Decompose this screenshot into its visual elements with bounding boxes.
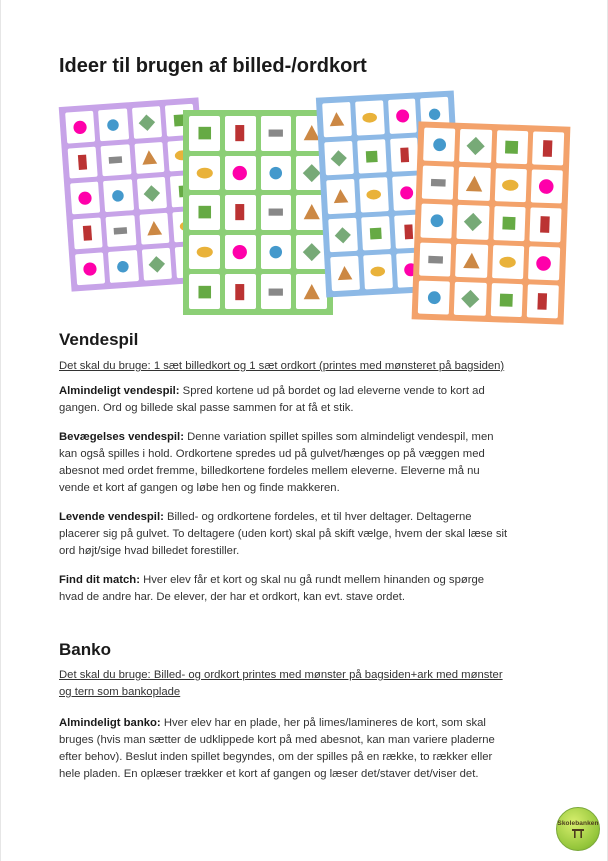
term-label: Bevægelses vendespil: <box>59 431 184 443</box>
picture-card-cell <box>455 243 487 277</box>
picture-card-cell <box>359 177 388 212</box>
paragraph-text: bruges (hvis man sætter de udklippede kort på med abesnot, kan man variere pladerne <box>59 734 495 746</box>
picture-card-cell <box>493 206 525 240</box>
paragraph-text: Denne variation spillet spilles som almindeligt vendespil, men <box>187 431 494 443</box>
section-heading-vendespil: Vendespil <box>59 330 139 349</box>
picture-card-cell <box>261 156 292 191</box>
paragraph-find-dit-match <box>59 572 559 606</box>
paragraph-levende-vendespil <box>59 509 559 560</box>
picture-card-cell <box>261 116 292 151</box>
picture-card-cell <box>418 280 450 314</box>
picture-card-cell <box>532 131 564 165</box>
picture-card-cell <box>529 208 561 242</box>
picture-card-cell <box>189 195 220 230</box>
picture-card-cell <box>496 130 528 164</box>
term-label: Almindeligt banko: <box>59 717 161 729</box>
picture-card-cell <box>134 142 164 174</box>
picture-card-cell <box>328 218 357 253</box>
page-title: Ideer til brugen af billed-/ordkort <box>59 55 367 77</box>
paragraph-bevaegelses-vendespil <box>59 429 559 497</box>
picture-card-cell <box>322 102 351 137</box>
picture-card-cell <box>355 100 384 135</box>
picture-card-cell <box>189 156 220 191</box>
term-label: Levende vendespil: <box>59 511 164 523</box>
paragraph-almindeligt-vendespil <box>59 383 559 417</box>
picture-card-cell <box>70 182 100 214</box>
paragraph-text: kan også spilles i hold. Ordkortene spredes ud på gulvet/hænges op på væggen med <box>59 448 485 460</box>
orange-picture-card-sheet <box>412 121 571 324</box>
section-heading-banko: Banko <box>59 640 111 659</box>
picture-card-cell <box>423 128 455 162</box>
picture-card-cell <box>357 139 386 174</box>
picture-card-cell <box>225 195 256 230</box>
picture-card-cell <box>526 284 558 318</box>
paragraph-text: vende et kort af gangen og løbe hen og finde makkeren. <box>59 482 340 494</box>
picture-card-cell <box>296 274 327 309</box>
picture-card-cell <box>261 274 292 309</box>
picture-card-cell <box>65 111 95 143</box>
picture-card-cell <box>261 235 292 270</box>
picture-card-cell <box>75 253 105 286</box>
paragraph-text: placerer sig på gulvet. To deltagere (uden kort) skal på skift vælge, hvem der skal læse sit <box>59 528 508 540</box>
picture-card-cell <box>490 283 522 317</box>
picture-card-cell <box>457 205 489 239</box>
picture-card-cell <box>189 116 220 151</box>
picture-card-cell <box>189 274 220 309</box>
picture-card-cell <box>189 235 220 270</box>
picture-card-cell <box>390 137 419 172</box>
logo-text: Skolebanken <box>557 819 599 827</box>
picture-card-cell <box>528 246 560 280</box>
picture-card-cell <box>492 245 524 279</box>
paragraph-text: Hver elev har en plade, her på limes/lamineres de kort, som skal <box>163 717 486 729</box>
picture-card-cell <box>225 274 256 309</box>
picture-card-cell <box>330 256 359 291</box>
green-picture-card-sheet <box>183 110 333 315</box>
vendespil-requirement: Det skal du bruge: 1 sæt billedkort og 1 sæt ordkort (printes med mønsteret på bagsiden) <box>59 360 505 372</box>
picture-card-cell <box>136 177 166 209</box>
paragraph-text: Billed- og ordkortene fordeles, et til hver deltager. Deltagerne <box>166 511 472 523</box>
card-collage-image <box>59 88 573 323</box>
paragraph-text: hvad de andre har. De elever, der har et ordkort, kan evt. stave ordet. <box>59 591 406 603</box>
logo-table-icon <box>571 827 585 839</box>
paragraph-text: Hver elev får et kort og skal nu gå rundt mellem hinanden og spørge <box>143 574 485 586</box>
picture-card-cell <box>324 141 353 176</box>
term-label: Find dit match: <box>59 574 140 586</box>
picture-card-cell <box>108 250 138 283</box>
picture-card-cell <box>73 217 103 250</box>
skolebanken-logo <box>556 807 600 851</box>
picture-card-cell <box>326 179 355 214</box>
requirement-line: Det skal du bruge: Billed- og ordkort printes med mønster på bagsiden+ark med mønster <box>59 669 503 681</box>
picture-card-cell <box>419 242 451 276</box>
picture-card-cell <box>98 108 128 140</box>
picture-card-cell <box>225 156 256 191</box>
paragraph-almindeligt-banko <box>59 715 559 783</box>
paragraph-text: efter behov). Beslut inden spillet begyndes, om der spilles på en række, to rækker eller <box>59 751 493 763</box>
picture-card-cell <box>361 216 390 251</box>
picture-card-cell <box>141 248 171 281</box>
picture-card-cell <box>530 170 562 204</box>
picture-card-cell <box>363 254 392 289</box>
picture-card-cell <box>68 146 98 178</box>
picture-card-cell <box>139 213 169 246</box>
picture-card-cell <box>225 235 256 270</box>
term-label: Almindeligt vendespil: <box>59 385 180 397</box>
paragraph-text: ord højt/sige hvad billedet forestiller. <box>59 545 240 557</box>
picture-card-cell <box>454 282 486 316</box>
picture-card-cell <box>131 106 161 138</box>
picture-card-cell <box>420 204 452 238</box>
picture-card-cell <box>494 168 526 202</box>
picture-card-cell <box>261 195 292 230</box>
picture-card-cell <box>106 215 136 248</box>
picture-card-cell <box>459 129 491 163</box>
picture-card-cell <box>458 167 490 201</box>
picture-card-cell <box>422 166 454 200</box>
picture-card-cell <box>225 116 256 151</box>
paragraph-text: gangen. Ord og billede skal passe sammen for at få et stik. <box>59 402 354 414</box>
paragraph-text: Spred kortene ud på bordet og lad eleverne vende to kort ad <box>182 385 485 397</box>
requirement-line: og tern som bankoplade <box>59 686 181 698</box>
paragraph-text: hele pladen. En oplæser trækker et kort af gangen og læser det/staver det/viser det. <box>59 768 479 780</box>
banko-requirement <box>59 667 559 701</box>
picture-card-cell <box>103 179 133 211</box>
picture-card-cell <box>101 144 131 176</box>
picture-card-cell <box>388 99 417 134</box>
paragraph-text: abesnot med ordet fremme, billedkortene fordeles mellem eleverne. Eleverne må nu <box>59 465 480 477</box>
